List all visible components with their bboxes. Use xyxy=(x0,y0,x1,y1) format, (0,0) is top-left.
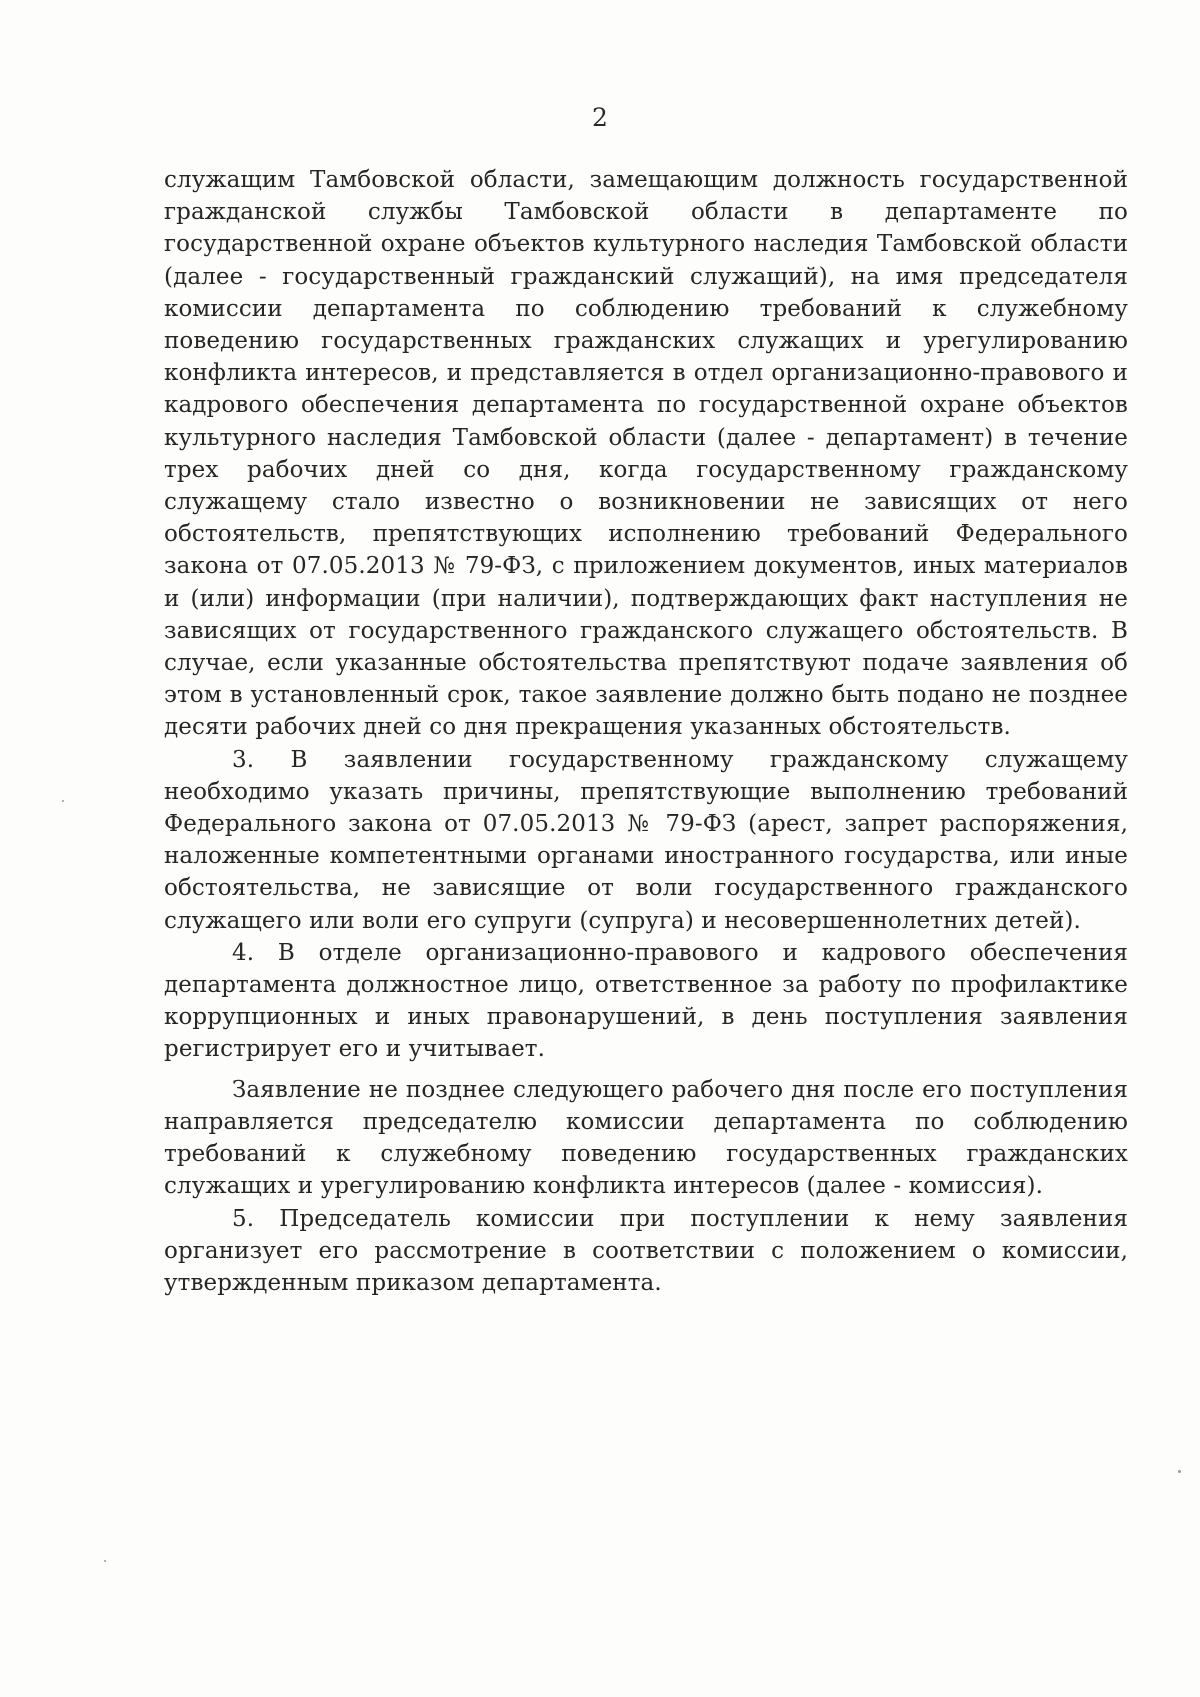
scan-speck xyxy=(62,800,64,802)
paragraph-item-5: 5. Председатель комиссии при поступлении к нему заявления организует его рассмотрение в соответствии с положением о комиссии, утвержденным приказом департамента. xyxy=(164,1205,1128,1296)
scan-speck xyxy=(104,1560,106,1562)
document-body xyxy=(164,164,1128,1299)
page-number: 2 xyxy=(592,103,608,132)
scan-speck xyxy=(1178,1470,1181,1473)
paragraph-item-4-continued: Заявление не позднее следующего рабочего дня после его поступления направляется председателю комиссии департамента по соблюдению требований к служебному поведению государственных гражданских служащих и урегулированию конфликта интересов (далее - комиссия). xyxy=(164,1076,1128,1200)
paragraph-item-4: 4. В отделе организационно-правового и кадрового обеспечения департамента должностное лицо, ответственное за работу по профилактике коррупционных и иных правонарушений, в день поступления заявления регистрирует его и учитывает. xyxy=(164,939,1128,1063)
paragraph-continuation: служащим Тамбовской области, замещающим должность государственной гражданской службы Тамбовской области в департаменте по государственной охране объектов культурного наследия Тамбовской области (далее - государственный гражданский служащий), на имя председателя комиссии департамента по соблюдению требований к служебному поведению государственных гражданских служащих и урегулированию конфликта интересов, и представляется в отдел организационно-правового и кадрового обеспечения департамента по государственной охране объектов культурного наследия Тамбовской области (далее - департамент) в течение трех рабочих дней со дня, когда государственному гражданскому служащему стало известно о возникновении не зависящих от него обстоятельств, препятствующих исполнению требований Федерального закона от 07.05.2013 № 79-ФЗ, с приложением документов, иных материалов и (или) информации (при наличии), подтверждающих факт наступления не зависящих от государственного гражданского служащего обстоятельств. В случае, если указанные обстоятельства препятствуют подаче заявления об этом в установленный срок, такое заявление должно быть подано не позднее десяти рабочих дней со дня прекращения указанных обстоятельств. xyxy=(164,167,1128,741)
paragraph-item-3: 3. В заявлении государственному гражданскому служащему необходимо указать причины, препятствующие выполнению требований Федерального закона от 07.05.2013 № 79-ФЗ (арест, запрет распоряжения, наложенные компетентными органами иностранного государства, или иные обстоятельства, не зависящие от воли государственного гражданского служащего или воли его супруги (супруга) и несовершеннолетних детей). xyxy=(164,746,1128,934)
